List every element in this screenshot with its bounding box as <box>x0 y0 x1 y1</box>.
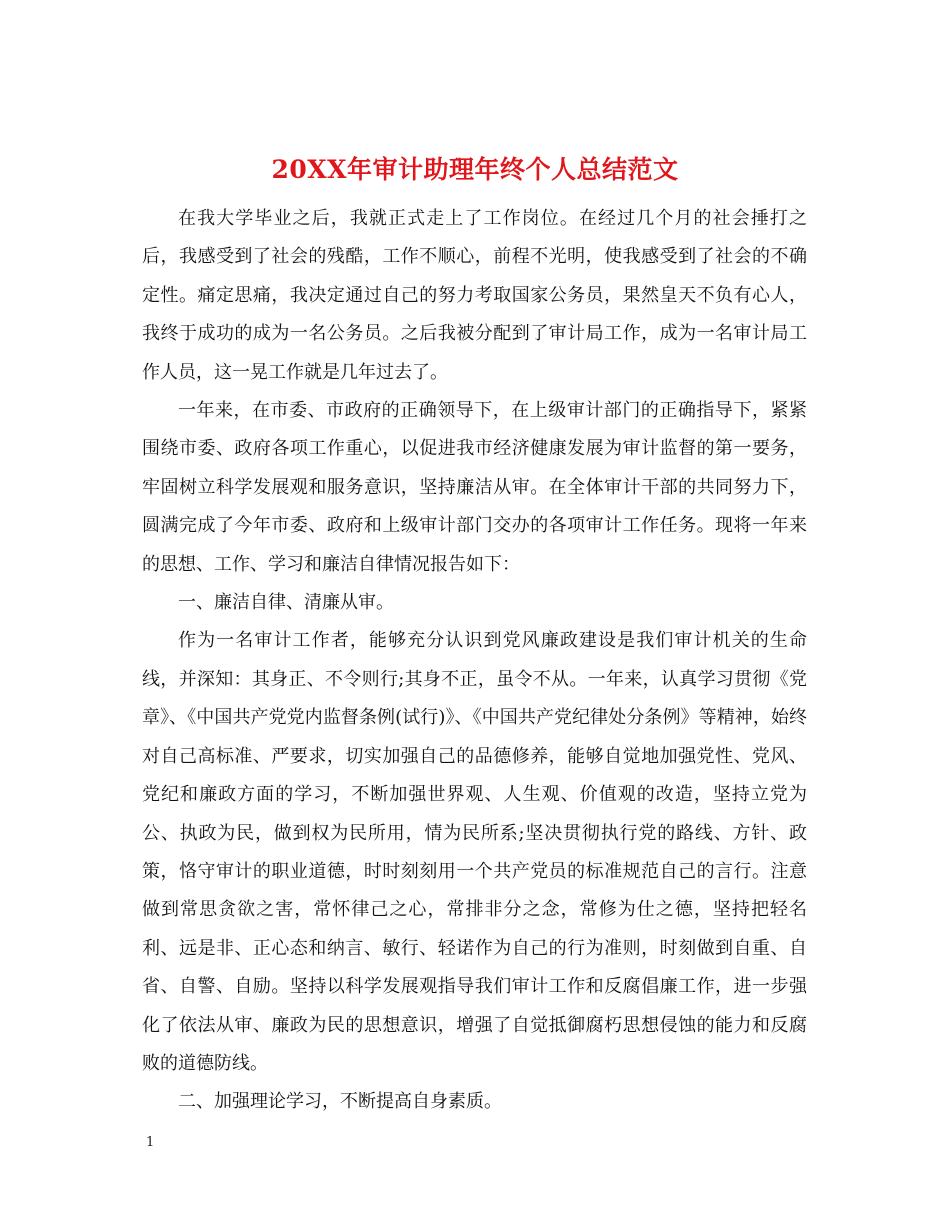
paragraph-section-1: 作为一名审计工作者，能够充分认识到党风廉政建设是我们审计机关的生命线，并深知：其身正、不令则行;其身不正，虽令不从。一年来，认真学习贯彻《党章》、《中国共产党党内监督条例(试行)》、《中国共产党纪律处分条例》等精神，始终对自己高标准、严要求，切实加强自己的品德修养，能够自觉地加强党性、党风、党纪和廉政方面的学习，不断加强世界观、人生观、价值观的改造，坚持立党为公、执政为民，做到权为民所用，情为民所系;坚决贯彻执行党的路线、方针、政策，恪守审计的职业道德，时时刻刻用一个共产党员的标准规范自己的言行。注意做到常思贪欲之害，常怀律己之心，常排非分之念，常修为仕之德，坚持把轻名利、远是非、正心态和纳言、敏行、轻诺作为自己的行为准则，时刻做到自重、自省、自警、自励。坚持以科学发展观指导我们审计工作和反腐倡廉工作，进一步强化了依法从审、廉政为民的思想意识，增强了自觉抵御腐朽思想侵蚀的能力和反腐败的道德防线。 <box>142 630 807 1074</box>
section-heading-1: 一、廉洁自律、清廉从审。 <box>178 592 394 614</box>
page-number: 1 <box>146 1135 155 1150</box>
document-title: 20XX年审计助理年终个人总结范文 <box>271 154 679 184</box>
document-body <box>142 200 807 1122</box>
paragraph-intro: 在我大学毕业之后，我就正式走上了工作岗位。在经过几个月的社会捶打之后，我感受到了社会的残酷，工作不顺心，前程不光明，使我感受到了社会的不确定性。痛定思痛，我决定通过自己的努力考取国家公务员，果然皇天不负有心人，我终于成功的成为一名公务员。之后我被分配到了审计局工作，成为一名审计局工作人员，这一晃工作就是几年过去了。 <box>142 208 807 383</box>
paragraph-overview: 一年来，在市委、市政府的正确领导下，在上级审计部门的正确指导下，紧紧围绕市委、政府各项工作重心，以促进我市经济健康发展为审计监督的第一要务，牢固树立科学发展观和服务意识，坚持廉洁从审。在全体审计干部的共同努力下，圆满完成了今年市委、政府和上级审计部门交办的各项审计工作任务。现将一年来的思想、工作、学习和廉洁自律情况报告如下： <box>142 400 807 575</box>
section-heading-2: 二、加强理论学习，不断提高自身素质。 <box>178 1091 502 1113</box>
